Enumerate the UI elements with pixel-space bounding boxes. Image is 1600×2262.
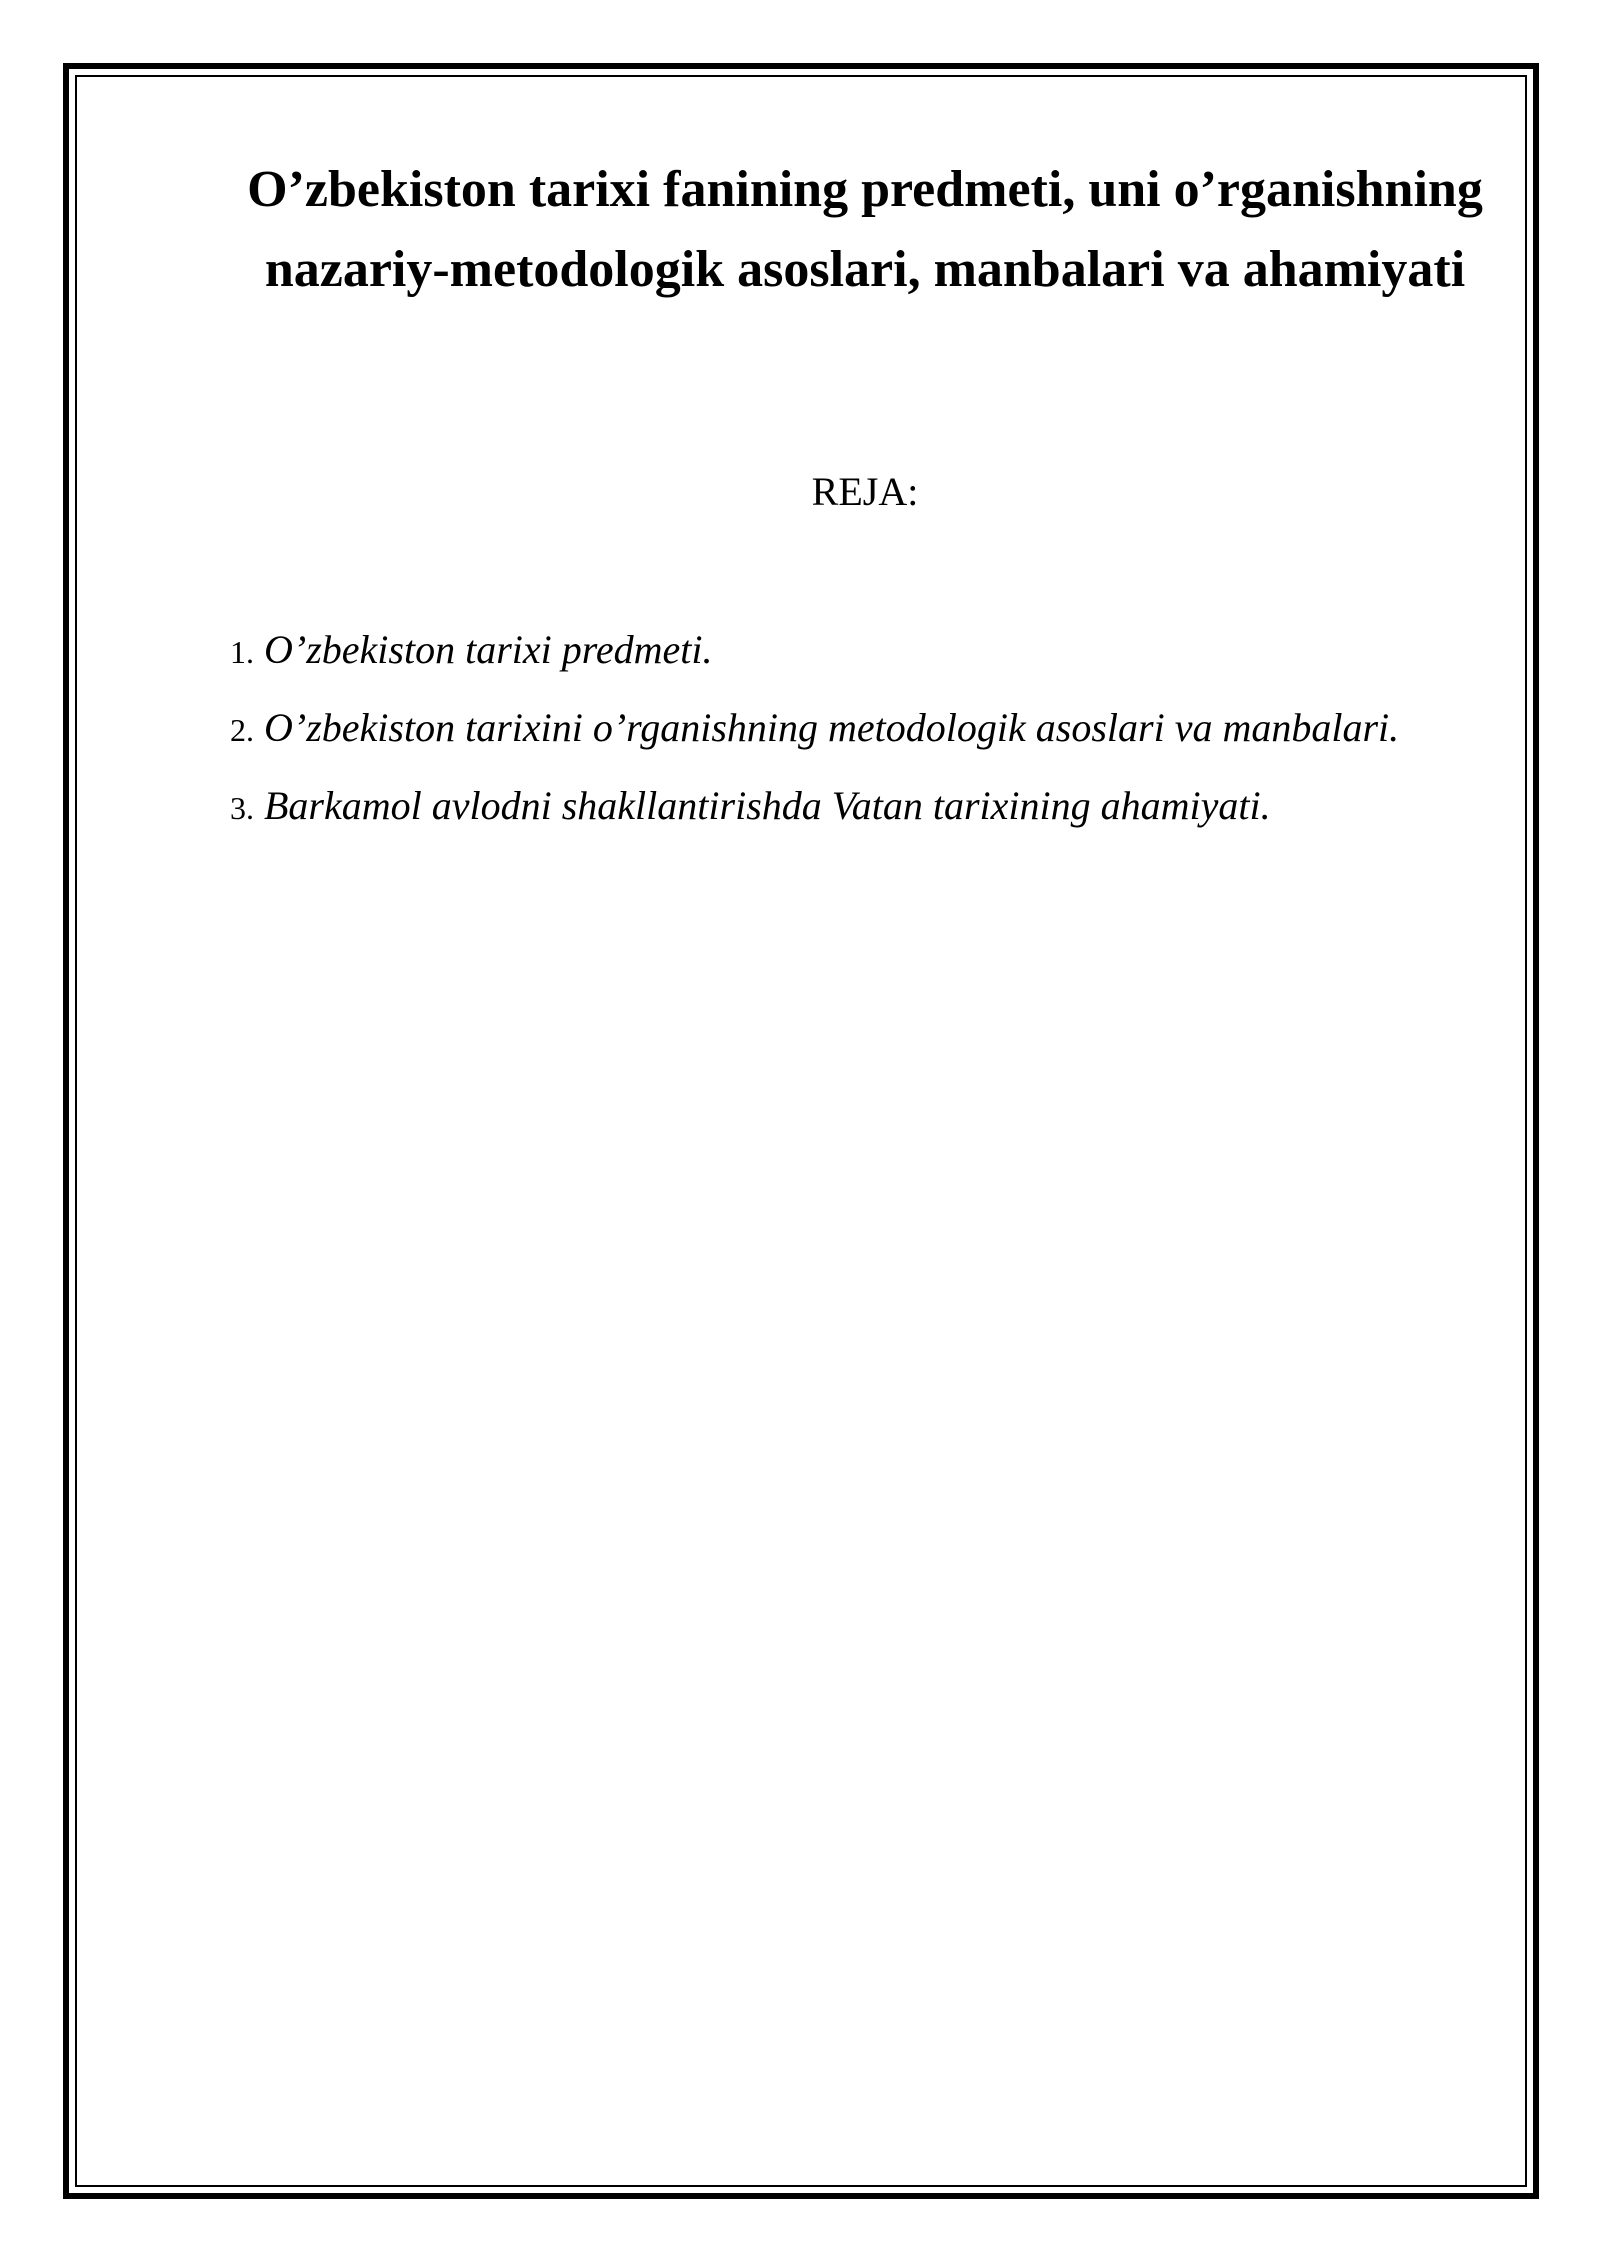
page-border-inner xyxy=(75,75,1527,2187)
plan-item-text: O’zbekiston tarixi predmeti. xyxy=(264,627,713,672)
plan-item xyxy=(230,612,1450,690)
plan-item-number: 1. xyxy=(230,634,254,670)
plan-item-text: O’zbekiston tarixini o’rganishning metodologik asoslari va manbalari. xyxy=(264,705,1400,750)
plan-item-number: 3. xyxy=(230,790,254,826)
plan-heading: REJA: xyxy=(811,469,919,514)
plan-item-number: 2. xyxy=(230,712,254,748)
plan-item xyxy=(230,690,1450,768)
plan-item xyxy=(230,768,1450,846)
plan-item-text: Barkamol avlodni shakllantirishda Vatan tarixining ahamiyati. xyxy=(264,783,1271,828)
document-title: O’zbekiston tarixi fanining predmeti, uni o’rganishning nazariy-metodologik asoslari, manbalari va ahamiyati xyxy=(247,161,1483,298)
plan-list xyxy=(230,612,1450,846)
